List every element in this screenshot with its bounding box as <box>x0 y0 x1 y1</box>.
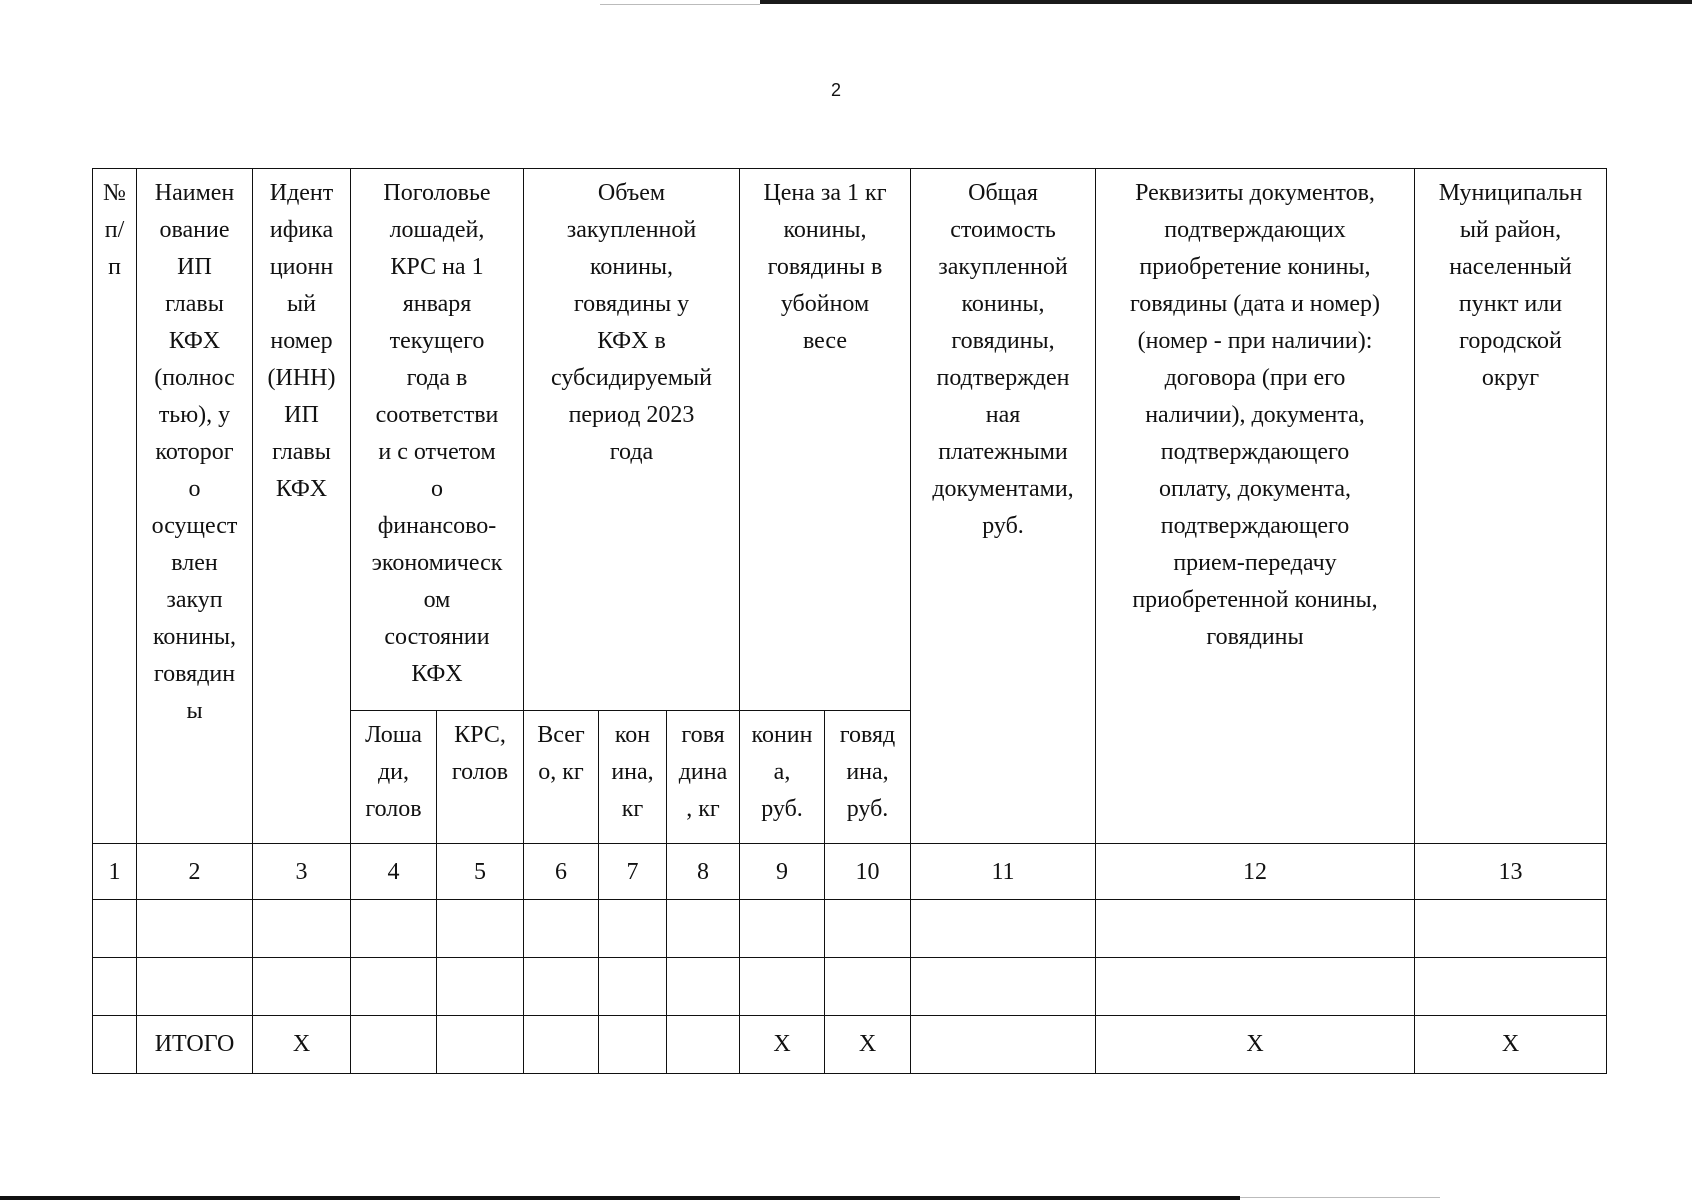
empty-cell <box>667 900 740 958</box>
empty-cell <box>667 958 740 1016</box>
empty-cell <box>599 900 667 958</box>
header-municipality: Муниципальн ый район, населенный пункт или городской округ <box>1415 169 1607 844</box>
empty-cell <box>93 900 137 958</box>
page-number: 2 <box>830 80 841 100</box>
total-mark: X <box>1415 1016 1607 1074</box>
total-cell <box>93 1016 137 1074</box>
header-row <box>93 169 1607 711</box>
header-number: № п/ п <box>93 169 137 844</box>
empty-cell <box>437 958 524 1016</box>
column-number: 5 <box>437 844 524 900</box>
column-number: 4 <box>351 844 437 900</box>
total-cell <box>351 1016 437 1074</box>
empty-cell <box>825 958 911 1016</box>
empty-cell <box>740 900 825 958</box>
total-mark: X <box>253 1016 351 1074</box>
total-cell <box>599 1016 667 1074</box>
scan-edge-top-faint <box>600 4 760 5</box>
empty-cell <box>351 900 437 958</box>
empty-cell <box>253 958 351 1016</box>
empty-cell <box>1415 958 1607 1016</box>
empty-cell <box>1415 900 1607 958</box>
scan-edge-top <box>760 0 1692 4</box>
total-cell <box>437 1016 524 1074</box>
empty-cell <box>524 900 599 958</box>
empty-cell <box>137 958 253 1016</box>
header-livestock: Поголовье лошадей, КРС на 1 января текущего года в соответстви и с отчетом о финансово- экономическ ом состоянии КФХ <box>351 169 524 711</box>
total-cell <box>667 1016 740 1074</box>
empty-cell <box>911 900 1096 958</box>
subheader-beef-price: говяд ина, руб. <box>825 711 911 844</box>
total-cell <box>524 1016 599 1074</box>
total-cell <box>911 1016 1096 1074</box>
scan-edge-bottom-faint <box>1240 1197 1440 1198</box>
column-number: 8 <box>667 844 740 900</box>
empty-cell <box>1096 958 1415 1016</box>
scan-edge-bottom <box>0 1196 1240 1200</box>
header-volume: Объем закупленной конины, говядины у КФХ в субсидируемый период 2023 года <box>524 169 740 711</box>
total-mark: X <box>740 1016 825 1074</box>
empty-cell <box>1096 900 1415 958</box>
report-table <box>92 168 1607 1074</box>
subheader-total-kg: Всег о, кг <box>524 711 599 844</box>
header-price: Цена за 1 кг конины, говядины в убойном весе <box>740 169 911 711</box>
header-total-cost: Общая стоимость закупленной конины, говядины, подтвержден ная платежными документами, руб. <box>911 169 1096 844</box>
empty-cell <box>253 900 351 958</box>
empty-cell <box>351 958 437 1016</box>
column-number: 2 <box>137 844 253 900</box>
subheader-horses: Лоша ди, голов <box>351 711 437 844</box>
column-number: 7 <box>599 844 667 900</box>
subheader-cattle: КРС, голов <box>437 711 524 844</box>
empty-cell <box>93 958 137 1016</box>
empty-cell <box>137 900 253 958</box>
column-number: 11 <box>911 844 1096 900</box>
table-row <box>93 958 1607 1016</box>
column-number: 6 <box>524 844 599 900</box>
empty-cell <box>437 900 524 958</box>
column-number: 12 <box>1096 844 1415 900</box>
column-number: 9 <box>740 844 825 900</box>
header-inn: Идент ифика ционн ый номер (ИНН) ИП главы КФХ <box>253 169 351 844</box>
subheader-beef-kg: говя дина , кг <box>667 711 740 844</box>
total-mark: X <box>1096 1016 1415 1074</box>
total-row <box>93 1016 1607 1074</box>
empty-cell <box>740 958 825 1016</box>
total-mark: X <box>825 1016 911 1074</box>
subheader-horse-meat-price: конин а, руб. <box>740 711 825 844</box>
column-number: 1 <box>93 844 137 900</box>
column-number: 10 <box>825 844 911 900</box>
header-name: Наимен ование ИП главы КФХ (полнос тью), у которог о осущест влен закуп конины, говядин ы <box>137 169 253 844</box>
column-number-row <box>93 844 1607 900</box>
header-documents: Реквизиты документов, подтверждающих приобретение конины, говядины (дата и номер) (номер - при наличии): договора (при его наличии), документа, подтверждающего оплату, документа, подтверждающего прием-передачу приобретенной конины, говядины <box>1096 169 1415 844</box>
empty-cell <box>524 958 599 1016</box>
total-label: ИТОГО <box>137 1016 253 1074</box>
table-row <box>93 900 1607 958</box>
subheader-horse-meat-kg: кон ина, кг <box>599 711 667 844</box>
empty-cell <box>599 958 667 1016</box>
column-number: 3 <box>253 844 351 900</box>
column-number: 13 <box>1415 844 1607 900</box>
empty-cell <box>911 958 1096 1016</box>
empty-cell <box>825 900 911 958</box>
